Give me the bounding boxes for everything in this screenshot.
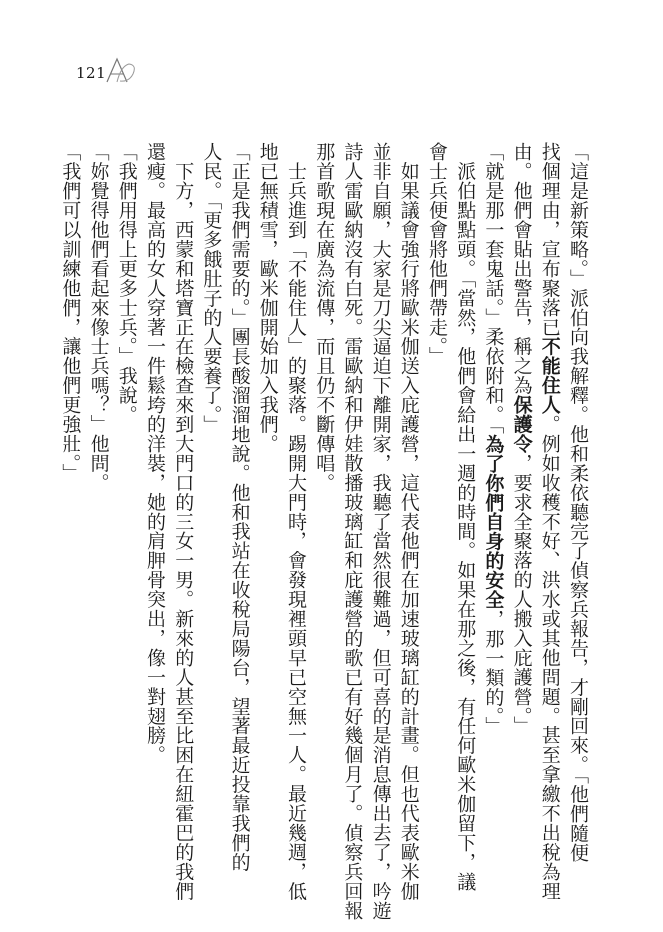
text-column <box>226 142 254 902</box>
emphasis-text: 保護令 <box>510 394 533 454</box>
text-segment: 「我們可以訓練他們，讓他們更強壯。」 <box>59 142 82 483</box>
text-segment: 「這是新策略。」派伯向我解釋。他和柔依聽完了偵察兵報告，才剛回來。「他們隨便 <box>567 142 589 863</box>
emphasis-text: 不能住人 <box>538 336 561 415</box>
text-column <box>536 142 564 902</box>
text-segment: ，要求全聚落的人搬入庇護營。」 <box>510 453 533 736</box>
text-segment: 地已無積雪，歐米伽開始加入我們。 <box>256 142 279 454</box>
text-column <box>564 142 592 902</box>
text-segment: 。例如收穫不好、洪水或其他問題。甚至拿繳不出稅為理 <box>538 414 561 901</box>
text-segment: 還瘦。最高的女人穿著一件鬆垮的洋裝，她的肩胛骨突出，像一對翅膀。 <box>144 142 166 765</box>
text-column <box>197 142 225 902</box>
text-column <box>423 142 451 902</box>
body-text <box>59 142 592 920</box>
text-column <box>254 142 282 902</box>
publisher-logo-icon <box>104 56 138 84</box>
text-segment: 派伯點點頭。「當然，他們會給出一週的時間。如果在那之後，有任何歐米伽留下，議 <box>454 142 477 892</box>
text-column <box>141 142 169 902</box>
text-column <box>310 142 338 902</box>
text-column <box>451 142 479 902</box>
text-segment: ，那一類的。」 <box>482 609 505 736</box>
text-segment: 人民。「更多餓肚子的人要養了。」 <box>200 142 223 435</box>
text-segment: 詩人雷歐納沒有白死。雷歐納和伊娃散播玻璃缸和庇護營的歌已有好幾個月了。偵察兵回報 <box>341 142 364 920</box>
text-segment: 由。他們會貼出警告，稱之為 <box>510 142 533 395</box>
text-segment: 找個理由，宣布聚落已 <box>538 142 561 337</box>
text-column <box>282 142 310 902</box>
text-segment: 並非自願，大家是刀尖逼迫下離開家，我聽了當然很難過，但可喜的是消息傳出去了，吟遊 <box>369 142 392 920</box>
text-segment: 那首歌現在廣為流傳，而且仍不斷傳唱。 <box>313 142 336 493</box>
text-column <box>367 142 395 920</box>
text-column <box>479 142 507 902</box>
text-column <box>56 142 84 902</box>
text-segment: 「就是那一套鬼話。」柔依附和。「 <box>482 142 505 435</box>
text-column <box>85 142 113 902</box>
text-column <box>113 142 141 902</box>
text-segment: 「正是我們需要的。」團長酸溜溜地說。他和我站在收稅局陽台，望著最近投靠我們的 <box>228 142 251 872</box>
text-segment: 「我們用得上更多士兵。」我說。 <box>115 142 138 425</box>
text-column <box>169 142 197 902</box>
text-segment: 如果議會強行將歐米伽送入庇護營，這代表他們在加速玻璃缸的計畫。但也代表歐米伽 <box>397 142 420 901</box>
page-number: 121 <box>76 64 107 82</box>
text-column <box>338 142 366 920</box>
text-segment: 「妳覺得他們看起來像士兵嗎？」他問。 <box>87 142 110 493</box>
text-segment: 會士兵便會將他們帶走。」 <box>426 142 448 366</box>
text-column <box>508 142 536 902</box>
text-segment: 士兵進到「不能住人」的聚落。踢開大門時，會發現裡頭早已空無一人。最近幾週，低 <box>285 142 307 901</box>
text-segment: 下方，西蒙和塔寶正在檢查來到大門口的三女一男。新來的人甚至比困在紐霍巴的我們 <box>172 142 195 901</box>
text-column <box>395 142 423 902</box>
emphasis-text: 為了你們自身的安全 <box>482 434 505 610</box>
